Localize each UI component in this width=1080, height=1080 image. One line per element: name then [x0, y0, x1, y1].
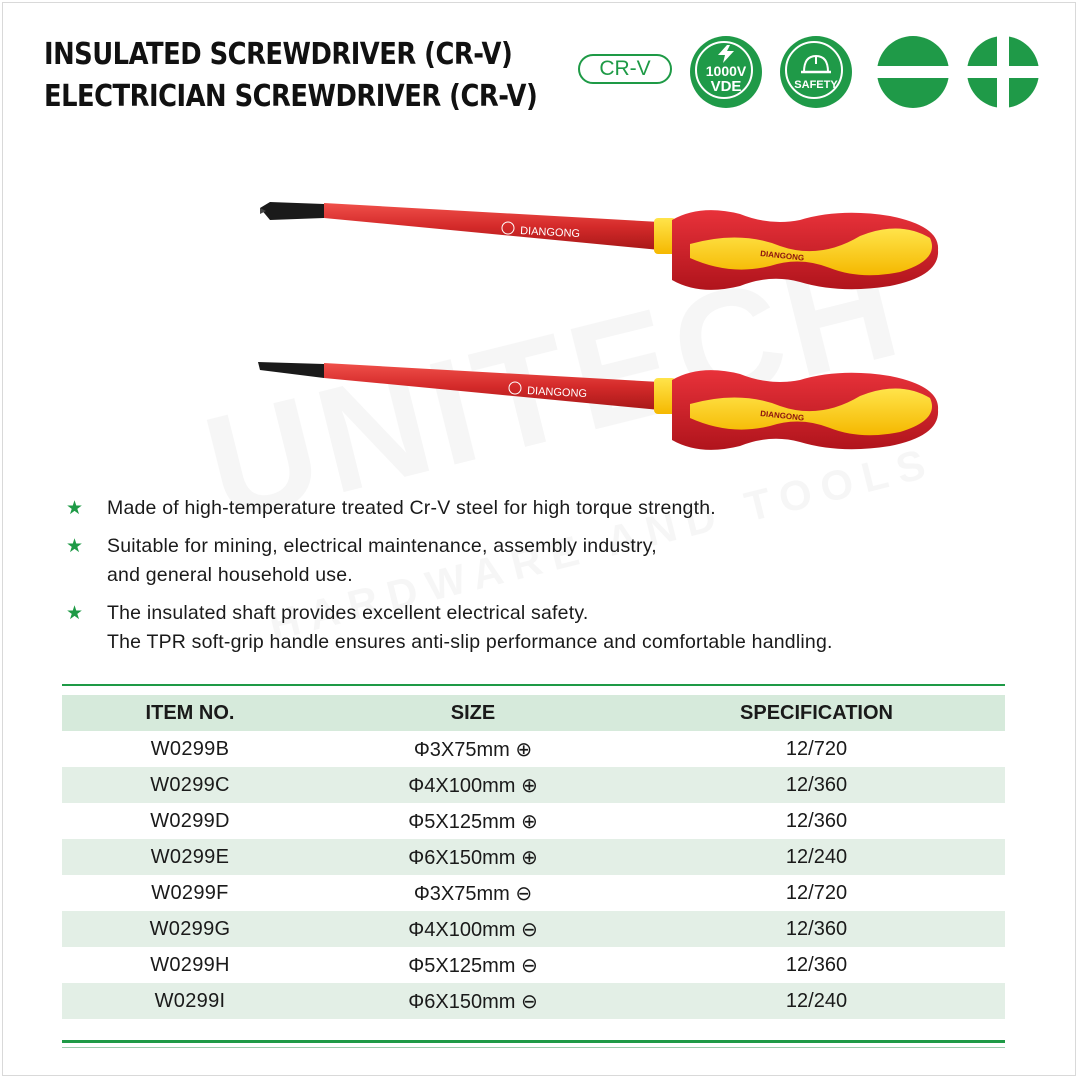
shaft-brand: DIANGONG [526, 385, 588, 401]
table-row [62, 983, 1005, 1019]
cell-spec: 12/360 [785, 773, 848, 796]
feature-text: The TPR soft-grip handle ensures anti-slip performance and comfortable handling. [107, 631, 833, 653]
cell-item: W0299I [154, 989, 226, 1012]
header-item-no: ITEM NO. [145, 701, 235, 724]
phillips-screwdriver [260, 202, 938, 290]
safety-label: SAFETY [794, 79, 838, 91]
vde-badge [690, 36, 762, 108]
star-icon: ★ [66, 498, 84, 519]
table-row [62, 911, 1005, 947]
phillips-tip-icon [967, 36, 1039, 108]
table-row [62, 803, 1005, 839]
table-top-rule [62, 684, 1005, 686]
cell-item: W0299B [150, 737, 230, 760]
star-icon: ★ [66, 603, 84, 624]
page-subtitle: ELECTRICIAN SCREWDRIVER (CR-V) [44, 79, 538, 114]
cell-spec: 12/240 [785, 845, 848, 868]
cell-item: W0299D [150, 809, 230, 832]
handle-brand: DIANGONG [759, 409, 805, 423]
cell-item: W0299G [149, 917, 231, 940]
cell-size: Φ3X75mm ⊖ [413, 882, 533, 905]
cell-spec: 12/720 [785, 737, 848, 760]
vde-label: VDE [710, 78, 742, 95]
table-row [62, 875, 1005, 911]
cell-spec: 12/360 [785, 953, 848, 976]
feature-text: Made of high-temperature treated Cr-V steel for high torque strength. [107, 497, 716, 519]
slotted-tip-icon-shape [877, 36, 949, 108]
helmet-icon [800, 52, 832, 76]
table-row [62, 947, 1005, 983]
safety-badge [780, 36, 852, 108]
header-specification: SPECIFICATION [740, 701, 893, 724]
feature-text: and general household use. [107, 564, 353, 586]
feature-item [66, 599, 1026, 657]
table-row [62, 767, 1005, 803]
table-row [62, 839, 1005, 875]
feature-item [66, 494, 1026, 523]
table-bottom-rule-thin [62, 1047, 1005, 1048]
slotted-tip-icon [877, 36, 949, 108]
table-header [62, 695, 1005, 731]
cell-item: W0299H [150, 953, 230, 976]
slotted-screwdriver [258, 362, 938, 450]
feature-list [66, 494, 1026, 666]
spec-table [62, 684, 1005, 1048]
cell-spec: 12/720 [785, 881, 848, 904]
feature-text: Suitable for mining, electrical maintenance, assembly industry, [107, 535, 657, 557]
cell-item: W0299C [150, 773, 230, 796]
phillips-tip-icon-shape [967, 36, 1039, 108]
vde-voltage: 1000V [705, 63, 747, 79]
cell-item: W0299F [151, 881, 229, 904]
page-title: INSULATED SCREWDRIVER (CR-V) [44, 37, 513, 72]
cell-spec: 12/360 [785, 917, 848, 940]
title-block [44, 34, 618, 118]
cell-size: Φ4X100mm ⊖ [408, 918, 538, 941]
cell-spec: 12/360 [785, 809, 848, 832]
cell-size: Φ6X150mm ⊖ [408, 990, 538, 1013]
cell-spec: 12/240 [785, 989, 848, 1012]
table-bottom-rule [62, 1040, 1005, 1043]
table-row [62, 731, 1005, 767]
handle-brand: DIANGONG [759, 249, 805, 263]
star-icon: ★ [66, 536, 84, 557]
lightning-icon [716, 45, 736, 63]
feature-text: The insulated shaft provides excellent electrical safety. [107, 602, 589, 624]
cell-size: Φ5X125mm ⊖ [408, 954, 538, 977]
crv-badge: CR-V [578, 54, 672, 84]
cell-size: Φ5X125mm ⊕ [408, 810, 538, 833]
product-image [240, 190, 960, 450]
header-size: SIZE [450, 701, 496, 724]
cell-size: Φ6X150mm ⊕ [408, 846, 538, 869]
cell-size: Φ3X75mm ⊕ [413, 738, 533, 761]
cell-item: W0299E [150, 845, 230, 868]
shaft-brand: DIANGONG [519, 225, 581, 241]
feature-item [66, 532, 1026, 590]
cell-size: Φ4X100mm ⊕ [408, 774, 538, 797]
